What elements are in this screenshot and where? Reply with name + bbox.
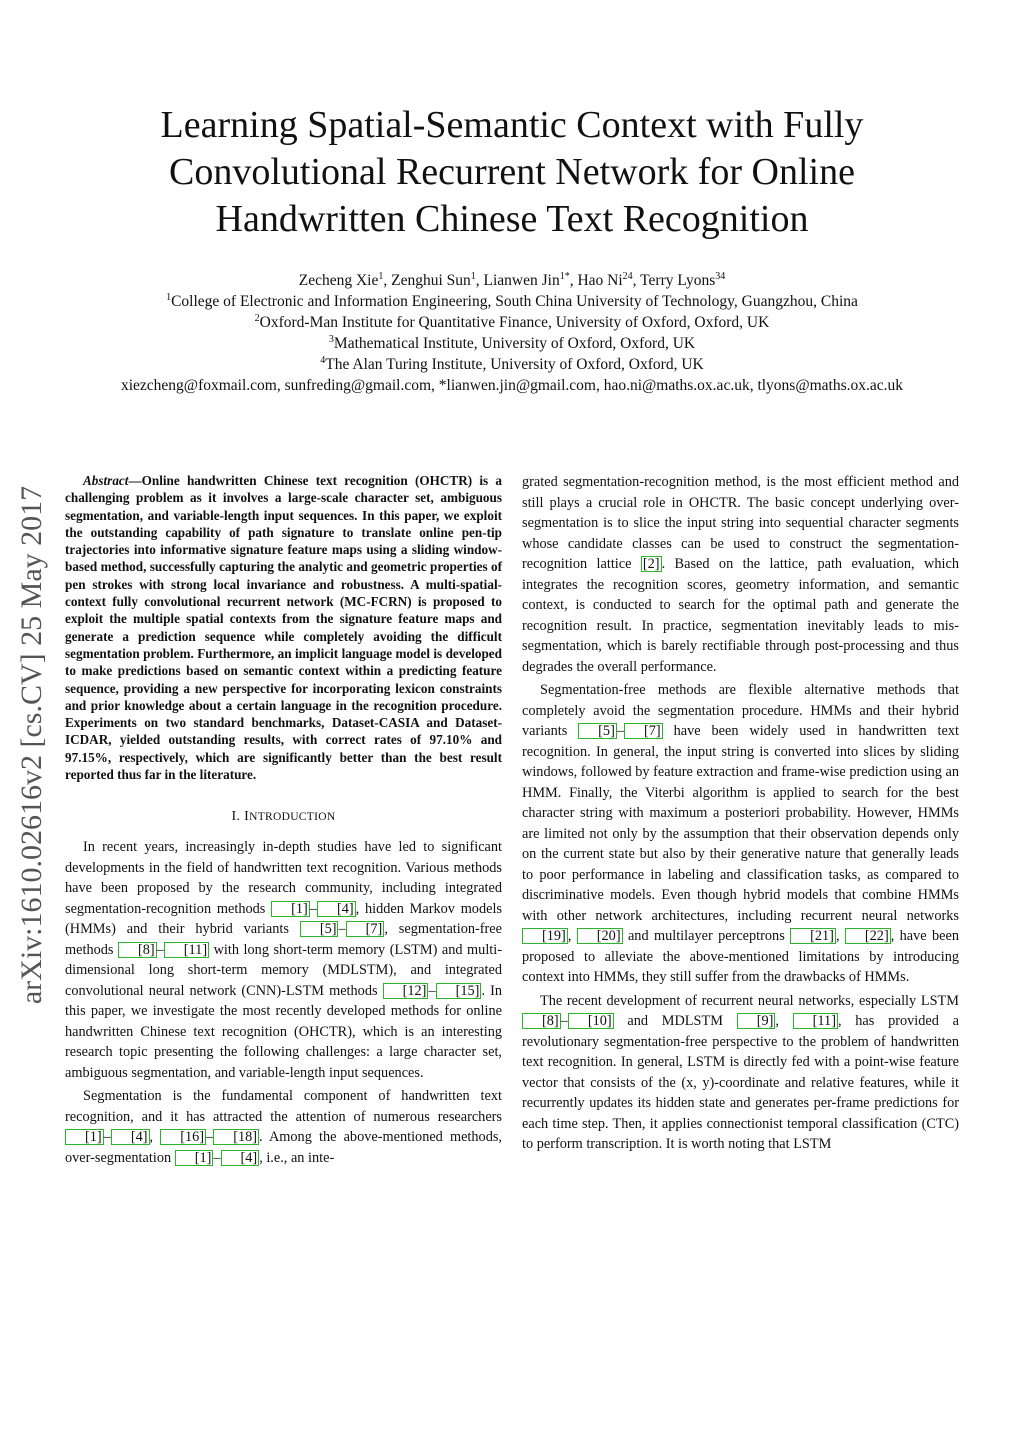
title-line: Convolutional Recurrent Network for Online [169, 151, 855, 193]
title-line: Handwritten Chinese Text Recognition [215, 198, 809, 240]
author-block [40, 270, 984, 396]
citation-link[interactable]: [1] [65, 1129, 104, 1145]
section-heading: I. INTRODUCTION [231, 809, 336, 825]
citation-link[interactable]: [15] [436, 983, 482, 999]
paragraph: Segmentation is the fundamental component of handwritten text recognition, and it has attracted the attention of numerous researchers [1] – [4] , [16] – [18] . Among the above-mentioned methods, over-segmentation [1] – [4] , i.e., an inte- [65, 1088, 502, 1166]
left-body [65, 837, 502, 1168]
citation-link[interactable]: [2] [642, 556, 660, 572]
affiliation: $^4$The Alan Turing Institute, University of Oxford, Oxford, UK [320, 355, 704, 373]
citation-link[interactable]: [11] [164, 942, 209, 958]
paragraph: Segmentation-free methods are flexible alternative methods that completely avoid the segmentation procedure. HMMs and their hybrid variants [5] – [7] have been widely used in handwritten text recognition. In general, the input string is converted into slices by sliding windows, followed by feature extraction and frame-wise prediction using an HMM. Finally, the Viterbi algorithm is applied to search for the best character string with maximum a posteriori probability. However, HMMs are limited not only by the assumption that their observation depends only on the current state but also by their generative nature that generally leads to poor performance in labeling and classification tasks, as compared to discriminative models. Even though hybrid models that combine HMMs with other network architectures, including recurrent neural networks [19] , [20] and multilayer perceptrons [21] , [22] , have been proposed to alleviate the above-mentioned limitations by introducing context into HMMs, they still suffer from the drawbacks of HMMs. [522, 682, 959, 985]
citation-link[interactable]: [8] [522, 1013, 561, 1029]
arxiv-identifier: arXiv:1610.02616v2 [cs.CV] 25 May 2017 [15, 485, 48, 1005]
affiliation: $^1$College of Electronic and Information Engineering, South China University of Technology, Guangzhou, China [166, 292, 858, 310]
citation-link[interactable]: [4] [111, 1129, 150, 1145]
citation-link[interactable]: [21] [790, 928, 836, 944]
citation-link[interactable]: [7] [346, 921, 385, 937]
paragraph: In recent years, increasingly in-depth studies have led to significant developments in the field of handwritten text recognition. Various methods have been proposed by the research community, including integrated segmentation-recognition methods [1] – [4] , hidden Markov models (HMMs) and their hybrid variants [5] – [7] , segmentation-free methods [8] – [11] with long short-term memory (LSTM) and multi-dimensional long short-term memory (MDLSTM), and integrated convolutional neural network (CNN)-LSTM methods [12] – [15] . In this paper, we investigate the most recently developed methods for online handwritten Chinese text recognition (OHCTR), which is an interesting research topic presenting the following challenges: a large character set, ambiguous segmentation, and variable-length input sequences. [65, 839, 502, 1081]
paragraph: grated segmentation-recognition method, is the most efficient method and still plays a crucial role in OHCTR. The basic concept underlying over-segmentation is to slice the input string into sequential character segments whose candidate classes can be used to construct the segmentation-recognition lattice [2] . Based on the lattice, path evaluation, which integrates the recognition scores, geometry information, and semantic context, is conducted to search for the optimal path and generate the recognition result. In practice, segmentation inevitably leads to mis-segmentation, which is barely rectifiable through post-processing and thus degrades the overall performance. [522, 474, 959, 675]
abstract-text: —Online handwritten Chinese text recognition (OHCTR) is a challenging problem as it involves a large-scale character set, ambiguous segmentation, and variable-length input sequences. In this paper, we exploit the outstanding capability of path signature to translate online pen-tip trajectories into informative signature feature maps using a sliding window-based method, successfully capturing the analytic and geometric properties of pen strokes with strong local invariance and robustness. A multi-spatial-context fully convolutional recurrent network (MC-FCRN) is proposed to exploit the multiple spatial contexts from the signature feature maps and generate a prediction sequence while completely avoiding the difficult segmentation problem. Furthermore, an implicit language model is developed to make predictions based on semantic context within a predicting feature sequence, providing a new perspective for incorporating lexicon constraints and prior knowledge about a certain language in the recognition procedure. Experiments on two standard benchmarks, Dataset-CASIA and Dataset-ICDAR, yielded outstanding results, with correct rates of 97.10% and 97.15%, respectively, which are significantly better than the best result reported thus far in the literature. [65, 473, 502, 783]
citation-link[interactable]: [9] [737, 1013, 776, 1029]
right-column [522, 472, 959, 1158]
title-line: Learning Spatial-Semantic Context with Fully [160, 104, 864, 146]
citation-link[interactable]: [4] [221, 1150, 260, 1166]
citation-link[interactable]: [8] [118, 942, 157, 958]
author-names: Zecheng Xie$^1$, Zenghui Sun$^1$, Lianwen Jin$^{1*}$, Hao Ni$^{24}$, Terry Lyons$^{34}$ [298, 271, 726, 289]
citation-link[interactable]: [12] [383, 983, 429, 999]
citation-link[interactable]: [4] [317, 901, 356, 917]
citation-link[interactable]: [19] [522, 928, 568, 944]
left-column [65, 472, 502, 1171]
citation-link[interactable]: [5] [578, 723, 617, 739]
affiliation: $^3$Mathematical Institute, University of Oxford, Oxford, UK [328, 334, 696, 352]
abstract-label: Abstract [83, 473, 129, 488]
citation-link[interactable]: [1] [271, 901, 310, 917]
paragraph: The recent development of recurrent neural networks, especially LSTM [8] – [10] and MDLSTM [9] , [11] , has provided a revolutionary segmentation-free perspective to the problem of handwritten text recognition. In general, LSTM is directly fed with a point-wise feature vector that consists of the (x, y)-coordinate and relative features, while it recurrently updates its hidden state and generates per-frame predictions for each time step. Then, it applies connectionist temporal classification (CTC) to perform transcription. It is worth noting that LSTM [522, 992, 959, 1152]
citation-link[interactable]: [1] [175, 1150, 214, 1166]
paper-title [80, 102, 944, 243]
citation-link[interactable]: [5] [300, 921, 339, 937]
citation-link[interactable]: [18] [213, 1129, 259, 1145]
citation-link[interactable]: [11] [793, 1013, 838, 1029]
citation-link[interactable]: [10] [568, 1013, 614, 1029]
citation-link[interactable]: [20] [577, 928, 623, 944]
abstract [65, 472, 502, 783]
citation-link[interactable]: [7] [624, 723, 663, 739]
citation-link[interactable]: [16] [160, 1129, 206, 1145]
author-emails: xiezcheng@foxmail.com, sunfreding@gmail.com, *lianwen.jin@gmail.com, hao.ni@maths.ox.ac.uk, tlyons@maths.ox.ac.uk [120, 377, 904, 394]
affiliation: $^2$Oxford-Man Institute for Quantitative Finance, University of Oxford, Oxford, UK [254, 313, 770, 331]
citation-link[interactable]: [22] [845, 928, 891, 944]
